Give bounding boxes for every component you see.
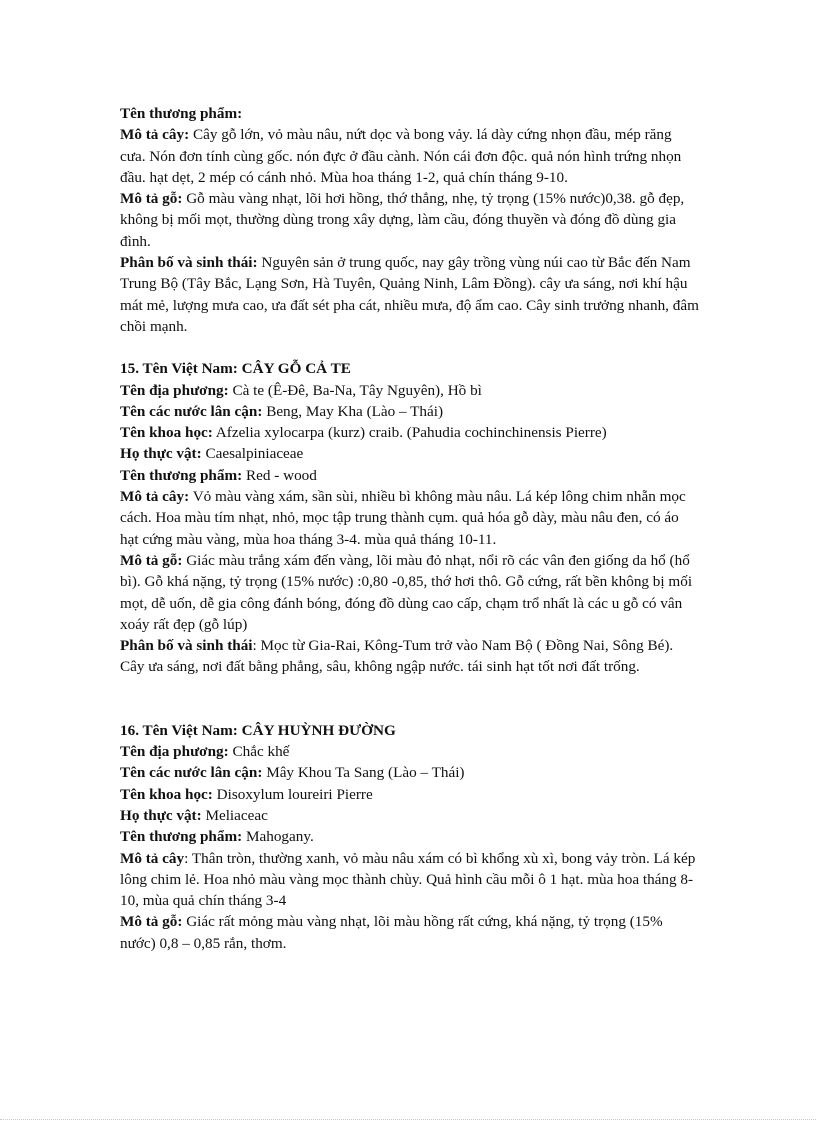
field-label: Mô tả cây: (120, 126, 190, 144)
field-label: Tên các nước lân cận: (120, 764, 263, 782)
field-family (120, 443, 700, 464)
field-vietnamese-name (120, 720, 700, 741)
field-value: Red - wood (242, 466, 317, 484)
field-wood-description (120, 911, 700, 954)
field-distribution (120, 252, 700, 337)
field-label: Tên thương phẩm: (120, 828, 243, 846)
field-label: Mô tả gỗ: (120, 913, 183, 931)
field-label: Họ thực vật: (120, 445, 202, 463)
entry-16 (120, 720, 700, 954)
field-scientific-name (120, 422, 700, 443)
field-trade-name (120, 465, 700, 486)
field-value: Gỗ màu vàng nhạt, lõi hơi hồng, thớ thẳng, nhẹ, tỷ trọng (15% nước)0,38. gỗ đẹp, không bị mối mọt, thường dùng trong xây dựng, làm cầu, đóng thuyền và đóng đồ dùng gia đình. (120, 190, 685, 250)
field-label: Mô tả gỗ: (120, 551, 183, 569)
field-label: Phân bố và sinh thái: (120, 254, 258, 272)
field-label: Mô tả gỗ: (120, 190, 183, 208)
field-value: : Mọc từ Gia-Rai, Kông-Tum trở vào Nam Bộ ( Đồng Nai, Sông Bé). Cây ưa sáng, nơi đất bằng phẳng, sâu, không ngập nước. tái sinh hạt tốt nơi đất trống. (120, 637, 674, 676)
field-local-name (120, 380, 700, 401)
entry-continuation (120, 103, 700, 337)
field-label: Phân bố và sinh thái (120, 637, 253, 655)
field-scientific-name (120, 784, 700, 805)
field-family (120, 805, 700, 826)
field-tree-description (120, 486, 700, 550)
field-value: Vỏ màu vàng xám, sần sùi, nhiều bì không màu nâu. Lá kép lông chim nhẵn mọc cách. Hoa màu tím nhạt, nhỏ, mọc tập trung thành cụm. quả hóa gỗ dày, màu nâu đen, có áo hạt cứng màu vàng, mùa hoa tháng 3-4. mùa quả tháng 10-11. (120, 488, 686, 548)
field-label: Tên địa phương: (120, 743, 229, 761)
field-value: Disoxylum loureiri Pierre (212, 785, 373, 803)
field-label: Tên địa phương: (120, 381, 229, 399)
field-vietnamese-name (120, 358, 700, 379)
field-neighbor-names (120, 762, 700, 783)
field-tree-description (120, 124, 700, 188)
field-label: Tên các nước lân cận: (120, 402, 263, 420)
field-value: Chắc khế (228, 743, 290, 761)
field-trade-name (120, 103, 700, 124)
field-label: Tên khoa học: (120, 785, 213, 803)
field-label: Mô tả cây: (120, 488, 190, 506)
field-wood-description (120, 188, 700, 252)
field-tree-description (120, 848, 700, 912)
field-label: 16. Tên Việt Nam: (120, 721, 238, 739)
field-neighbor-names (120, 401, 700, 422)
field-wood-description (120, 550, 700, 635)
field-label: Mô tả cây (120, 849, 185, 867)
field-local-name (120, 741, 700, 762)
field-value: Giác màu trắng xám đến vàng, lõi màu đỏ nhạt, nổi rõ các vân đen giống da hổ (hổ bì). Gỗ khá nặng, tỷ trọng (15% nước) :0,80 -0,85, thớ hơi thô. Gỗ cứng, rất bền không bị mối mọt, dễ uốn, dễ gia công đánh bóng, đóng đồ dùng cao cấp, chạm trổ nhất là các u gỗ có vân xoáy rất đẹp (gỗ lúp) (120, 551, 693, 633)
field-value: Afzelia xylocarpa (kurz) craib. (Pahudia cochinchinensis Pierre) (212, 424, 607, 442)
field-value: CÂY GỖ CẢ TE (237, 360, 351, 378)
field-label: Tên khoa học: (120, 424, 213, 442)
field-value: Meliaceac (201, 806, 268, 824)
field-value: Mây Khou Ta Sang (Lào – Thái) (262, 764, 465, 782)
entry-15 (120, 358, 700, 677)
field-label: 15. Tên Việt Nam: (120, 360, 238, 378)
field-value: Cà te (Ê-Đê, Ba-Na, Tây Nguyên), Hồ bì (228, 381, 482, 399)
field-trade-name (120, 826, 700, 847)
field-value: Giác rất mỏng màu vàng nhạt, lõi màu hồng rất cứng, khá nặng, tỷ trọng (15% nước) 0,8 – 0,85 rắn, thơm. (120, 913, 663, 952)
field-label: Tên thương phẩm: (120, 105, 243, 122)
field-value: Cây gỗ lớn, vỏ màu nâu, nứt dọc và bong vảy. lá dày cứng nhọn đầu, mép răng cưa. Nón đơn tính cùng gốc. nón đực ở đầu cành. Nón cái đơn độc. quả nón hình trứng nhọn đầu. hạt dẹt, 2 mép có cánh nhỏ. Mùa hoa tháng 1-2, quả chín tháng 9-10. (120, 126, 682, 186)
field-value: CÂY HUỲNH ĐƯỜNG (237, 721, 396, 739)
page-bottom-divider (0, 1119, 816, 1120)
field-value: Caesalpiniaceae (201, 445, 304, 463)
field-value: Beng, May Kha (Lào – Thái) (262, 402, 444, 420)
field-distribution (120, 635, 700, 678)
field-value: : Thân tròn, thường xanh, vỏ màu nâu xám có bì khổng xù xì, bong vảy tròn. Lá kép lông chim lẻ. Hoa nhỏ màu vàng mọc thành chùy. Quả hình cầu mỗi ô 1 hạt. mùa hoa tháng 8-10, mùa quả chín tháng 3-4 (120, 849, 696, 910)
field-value: Mahogany. (242, 828, 314, 846)
document-page (120, 103, 700, 954)
field-label: Họ thực vật: (120, 806, 202, 824)
field-label: Tên thương phẩm: (120, 466, 243, 484)
field-value: Nguyên sản ở trung quốc, nay gây trồng vùng núi cao từ Bắc đến Nam Trung Bộ (Tây Bắc, Lạng Sơn, Hà Tuyên, Quảng Ninh, Lâm Đồng). cây ưa sáng, nơi khí hậu mát mẻ, lượng mưa cao, ưa đất sét pha cát, nhiều mưa, độ ẩm cao. Cây sinh trưởng nhanh, đâm chồi mạnh. (120, 254, 699, 335)
